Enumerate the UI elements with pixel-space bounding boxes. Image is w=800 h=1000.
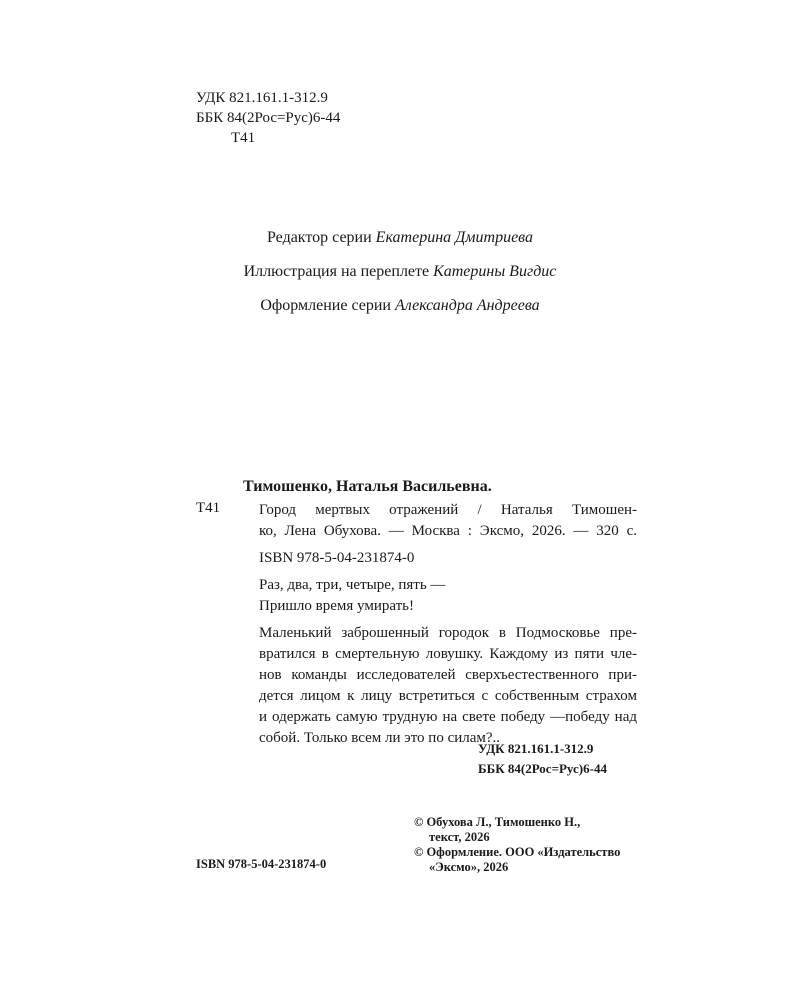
credit-person: Екатерина Дмитриева <box>375 229 534 246</box>
credit-role: Редактор серии <box>266 229 372 246</box>
catalog-udk: УДК 821.161.1-312.9 <box>478 741 594 756</box>
udk-code: УДК 821.161.1-312.9 <box>196 90 328 106</box>
epigraph-line: Пришло время умирать! <box>259 598 415 614</box>
header-classification-codes <box>196 88 340 148</box>
catalog-isbn: ISBN 978-5-04-231874-0 <box>259 550 415 566</box>
credit-person: Катерины Вигдис <box>433 263 557 280</box>
catalog-author-heading: Тимошенко, Наталья Васильевна. <box>243 478 492 495</box>
copyright-block <box>414 815 620 875</box>
copyright-line: «Эксмо», 2026 <box>429 860 509 874</box>
copyright-line: © Обухова Л., Тимошенко Н., <box>414 815 581 829</box>
description-line: собой. Только всем ли это по силам?.. <box>259 730 501 746</box>
catalog-author-mark: Т41 <box>196 500 221 516</box>
author-mark: Т41 <box>231 130 256 146</box>
catalog-title-line: Город мертвых отражений / Наталья Тимошен- <box>259 502 637 518</box>
catalog-title-line: ко, Лена Обухова. — Москва : Эксмо, 2026. — 320 с. <box>259 523 637 539</box>
description-line: нов команды исследователей сверхъестественного при- <box>259 667 637 683</box>
description-line: и одержать самую трудную на свете победу —победу над <box>259 709 637 725</box>
copyright-line: текст, 2026 <box>429 830 490 844</box>
credit-series-design <box>0 297 800 315</box>
catalog-record <box>259 500 637 749</box>
credit-role: Оформление серии <box>260 297 391 314</box>
bbk-code: ББК 84(2Рос=Рус)6-44 <box>196 110 341 126</box>
epigraph-line: Раз, два, три, четыре, пять — <box>259 577 446 593</box>
description-line: дется лицом к лицу встретиться с собственным страхом <box>259 688 637 704</box>
description-line: вратился в смертельную ловушку. Каждому из пяти чле- <box>259 646 637 662</box>
copyright-line: © Оформление. ООО «Издательство <box>414 845 621 859</box>
credit-person: Александра Андреева <box>394 297 540 314</box>
credit-series-editor <box>0 229 800 247</box>
catalog-bbk: ББК 84(2Рос=Рус)6-44 <box>478 761 607 776</box>
description-line: Маленький заброшенный городок в Подмосковье пре- <box>259 625 637 641</box>
credit-role: Иллюстрация на переплете <box>243 263 430 280</box>
isbn-footer: ISBN 978-5-04-231874-0 <box>196 857 327 871</box>
catalog-classification-codes <box>478 739 607 779</box>
credit-cover-illustration <box>0 263 800 281</box>
